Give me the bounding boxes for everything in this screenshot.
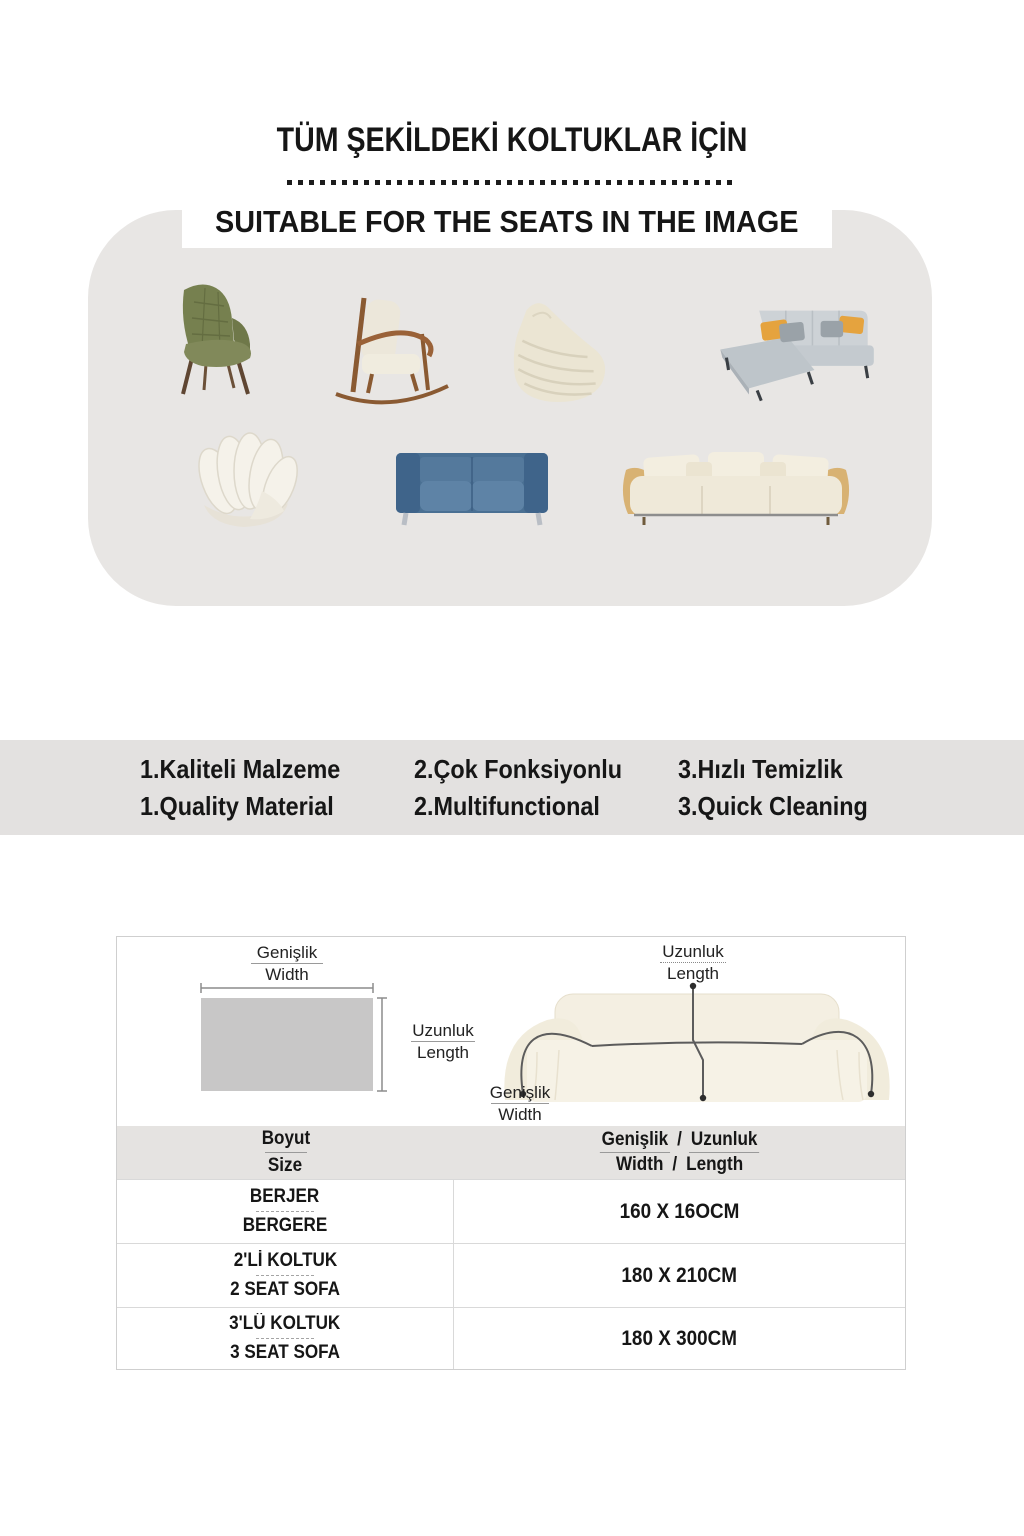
seats-panel	[88, 210, 932, 606]
row-size-cell	[454, 1244, 905, 1307]
row-size-value: 180 X 300CM	[621, 1326, 738, 1350]
separator-slash: /	[677, 1129, 682, 1150]
sectional-sofa-image	[706, 296, 882, 404]
separator-slash: /	[672, 1154, 678, 1175]
feature-multifunctional	[414, 751, 645, 825]
row-name-en: 3 SEAT SOFA	[230, 1342, 340, 1363]
fabric-rectangle	[201, 998, 373, 1091]
row-rule	[256, 1211, 314, 1212]
header-length-tr: Uzunluk	[689, 1129, 759, 1153]
two-seat-sofa-image	[390, 444, 554, 528]
hero-band	[182, 196, 832, 248]
row-name-cell	[117, 1308, 454, 1369]
header-dimensions-column	[454, 1126, 905, 1179]
lounge-chair-image	[488, 296, 628, 414]
pumpkin-chair-image	[184, 428, 310, 538]
row-name-en: BERGERE	[242, 1215, 328, 1236]
row-name-cell	[117, 1180, 454, 1243]
two-seat-sofa-icon	[390, 444, 554, 528]
sofa-length-label-en: Length	[667, 964, 719, 983]
three-seat-sofa-image	[616, 448, 856, 526]
sofa-width-label-en: Width	[498, 1105, 542, 1124]
label-rule	[660, 962, 726, 963]
table-row-3-seat	[117, 1307, 905, 1369]
flat-width-label-tr: Genişlik	[256, 943, 318, 962]
header-dims-en-line	[614, 1154, 745, 1176]
sofa-length-label	[653, 942, 733, 983]
feature-quality-en: 1.Quality Material	[140, 791, 334, 821]
rocking-chair-image	[320, 290, 462, 412]
row-name-tr: 3'LÜ KOLTUK	[229, 1313, 341, 1334]
feature-quality-tr: 1.Kaliteli Malzeme	[140, 754, 341, 784]
row-rule	[256, 1275, 314, 1276]
sectional-sofa-icon	[706, 296, 882, 404]
header-rule	[265, 1152, 307, 1153]
flat-width-label-en: Width	[265, 965, 309, 984]
flat-length-label-en: Length	[417, 1043, 469, 1062]
header-dims-tr-line	[600, 1129, 759, 1153]
rocking-chair-icon	[320, 290, 462, 412]
row-rule	[256, 1338, 314, 1339]
three-seat-sofa-icon	[616, 448, 856, 526]
header-size-column	[117, 1126, 454, 1179]
size-chart-box	[116, 936, 906, 1370]
header-size-tr: Boyut	[261, 1128, 310, 1149]
header-width-tr: Genişlik	[600, 1129, 670, 1153]
lounge-chair-icon	[488, 296, 628, 414]
flat-cover-diagram	[117, 937, 474, 1125]
covered-sofa-icon	[497, 982, 897, 1117]
header-length-en: Length	[686, 1154, 744, 1175]
page-subtitle: SUITABLE FOR THE SEATS IN THE IMAGE	[215, 204, 799, 239]
row-name-tr: BERJER	[250, 1186, 320, 1207]
table-row-2-seat	[117, 1243, 905, 1307]
flat-length-label-tr: Uzunluk	[412, 1021, 474, 1040]
label-rule	[251, 963, 323, 964]
size-table-header	[117, 1126, 905, 1179]
feature-multifunctional-en: 2.Multifunctional	[414, 791, 600, 821]
green-armchair-icon	[150, 280, 280, 400]
feature-cleaning-en: 3.Quick Cleaning	[678, 791, 868, 821]
pumpkin-chair-icon	[184, 428, 310, 538]
dotted-divider	[287, 180, 737, 185]
feature-cleaning-tr: 3.Hızlı Temizlik	[678, 754, 843, 784]
flat-width-label	[201, 943, 373, 984]
feature-cleaning	[678, 751, 889, 825]
row-name-tr: 2'Lİ KOLTUK	[233, 1250, 337, 1271]
row-size-value: 160 X 16OCM	[619, 1199, 740, 1223]
feature-multifunctional-tr: 2.Çok Fonksiyonlu	[414, 754, 623, 784]
row-name-en: 2 SEAT SOFA	[230, 1279, 340, 1300]
width-measure-line	[199, 983, 375, 993]
sofa-cover-diagram	[457, 937, 907, 1125]
row-size-value: 180 X 210CM	[621, 1263, 738, 1287]
row-size-cell	[454, 1308, 905, 1369]
row-size-cell	[454, 1180, 905, 1243]
page-title: TÜM ŞEKİLDEKİ KOLTUKLAR İÇİN	[276, 121, 748, 159]
header-size-en: Size	[268, 1155, 303, 1176]
table-row-bergere	[117, 1179, 905, 1243]
feature-quality	[140, 751, 363, 825]
green-armchair-image	[150, 280, 280, 400]
sofa-length-label-tr: Uzunluk	[662, 942, 724, 961]
length-measure-line	[377, 996, 387, 1093]
sofa-width-label-tr: Genişlik	[489, 1083, 551, 1102]
sofa-width-label	[487, 1083, 553, 1124]
row-name-cell	[117, 1244, 454, 1307]
header-width-en: Width	[615, 1154, 664, 1175]
label-rule	[491, 1103, 549, 1104]
features-band	[0, 740, 1024, 835]
